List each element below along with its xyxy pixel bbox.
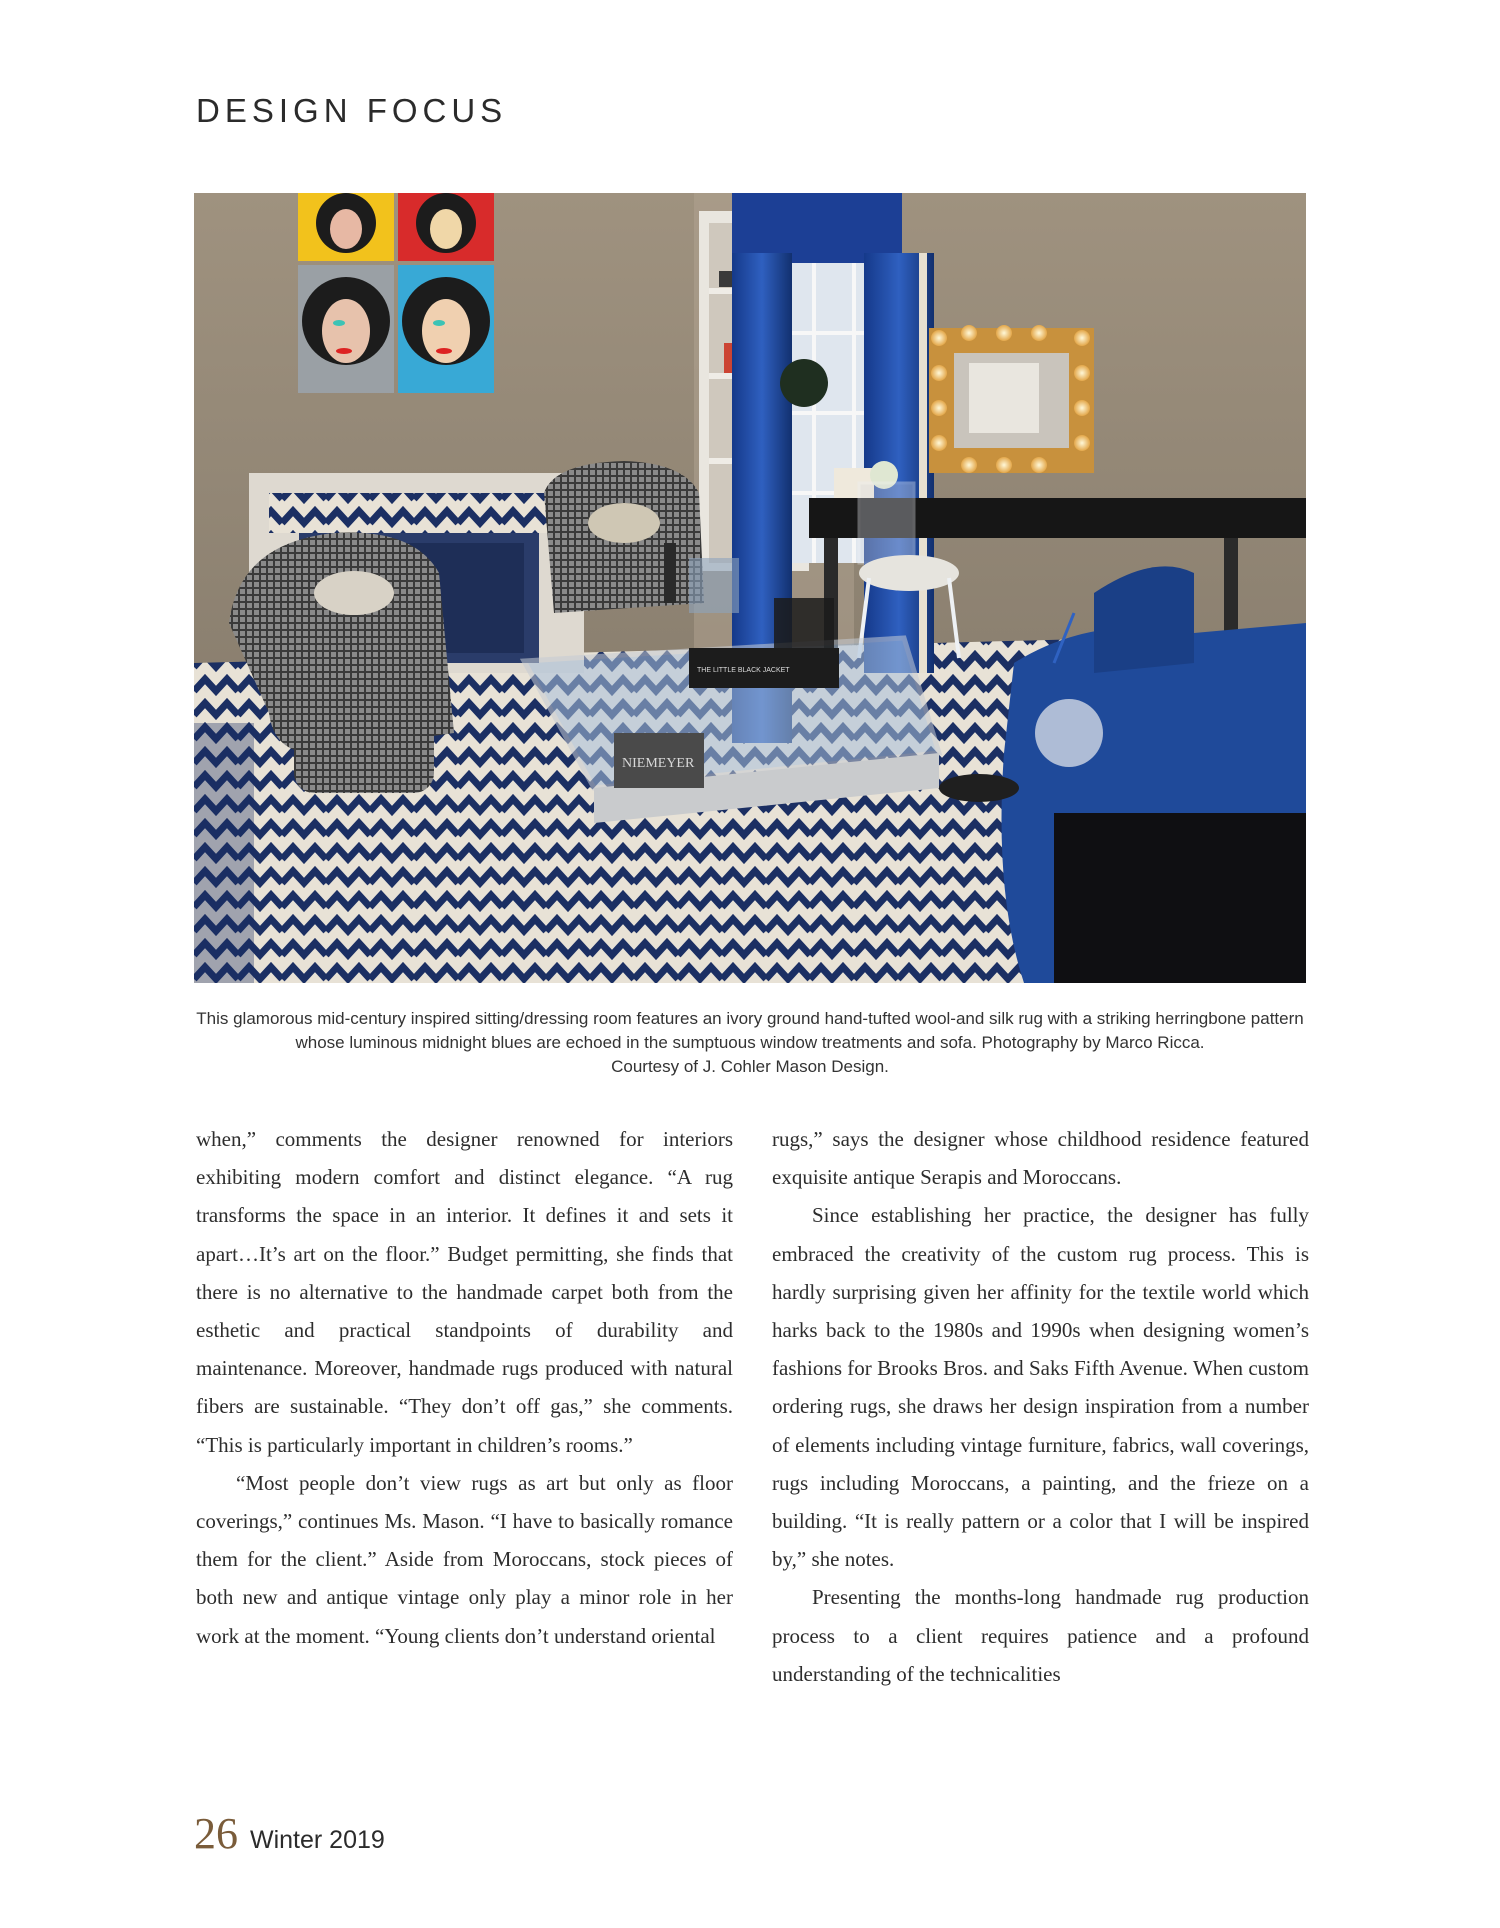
glass-sphere [1035, 699, 1103, 767]
decorative-bowl [939, 774, 1019, 802]
section-header: DESIGN FOCUS [196, 92, 508, 129]
body-column-right [772, 1120, 1309, 1693]
paragraph: rugs,” says the designer whose childhood residence featured exquisite antique Serapis and Moroccans. [772, 1127, 1309, 1190]
lighted-vanity-mirror [929, 325, 1094, 473]
room-photograph [194, 193, 1306, 983]
paragraph: “Most people don’t view rugs as art but only as floor coverings,” continues Ms. Mason. “I have to basically romance them for the client.” Aside from Moroccans, stock pieces of both new and antique vintage only play a minor role in her work at the moment. “Young clients don’t understand oriental [196, 1470, 733, 1648]
pop-art-panel [298, 265, 394, 393]
table-book-title: THE LITTLE BLACK JACKET [697, 667, 790, 674]
issue-label: Winter 2019 [250, 1826, 385, 1854]
body-column-left [196, 1120, 733, 1655]
page-footer [194, 1808, 385, 1859]
pop-art-panel [398, 193, 494, 261]
pop-art-panel [298, 193, 394, 261]
bonsai-plant [780, 359, 828, 407]
armchair-center [544, 461, 704, 613]
paragraph: Presenting the months-long handmade rug production process to a client requires patience and a profound understanding of the technicalities [772, 1585, 1309, 1686]
photo-caption [194, 1007, 1306, 1079]
page-number: 26 [194, 1809, 238, 1858]
caption-text: This glamorous mid-century inspired sitting/dressing room features an ivory ground hand-tufted wool-and silk rug with a striking herringbone pattern whose luminous midnight blues are echoed in the sumptuous window treatments and sofa. Photography by Marco Ricca. [196, 1009, 1304, 1052]
pop-art-panel [398, 265, 494, 393]
mirror-book-title: NIEMEYER [622, 756, 695, 771]
curtain-valance [732, 193, 902, 263]
paragraph: when,” comments the designer renowned for interiors exhibiting modern comfort and distinct elegance. “A rug transforms the space in an interior. It defines it and sets it apart…It’s art on the floor.” Budget permitting, she finds that there is no alternative to the handmade carpet both from the esthetic and practical standpoints of durability and maintenance. Moreover, handmade rugs produced with natural fibers are sustainable. “They don’t off gas,” she comments. “This is particularly important in children’s rooms.” [196, 1127, 733, 1457]
side-table [1054, 813, 1306, 983]
paragraph: Since establishing her practice, the designer has fully embraced the creativity of the custom rug process. This is hardly surprising given her affinity for the textile world which harks back to the 1980s and 1990s when designing women’s fashions for Brooks Bros. and Saks Fifth Avenue. When custom ordering rugs, she draws her design inspiration from a number of elements including vintage furniture, fabrics, wall coverings, rugs including Moroccans, a painting, and the frieze on a building. “It is really pattern or a color that I will be inspired by,” she notes. [772, 1203, 1309, 1572]
caption-credit: Courtesy of J. Cohler Mason Design. [611, 1057, 889, 1076]
